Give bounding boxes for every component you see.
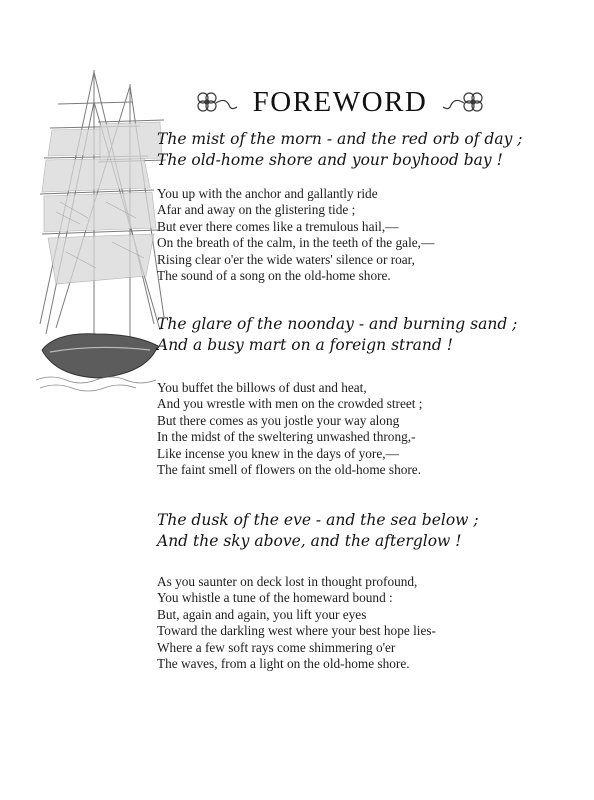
verse-line: But ever there comes like a tremulous hail,— [157, 218, 399, 234]
verse-line: You buffet the billows of dust and heat, [157, 380, 367, 395]
verse-line: The waves, from a light on the old-home shore. [157, 656, 410, 672]
verse-line: You whistle a tune of the homeward bound : [157, 590, 393, 606]
verse-line: The sound of a song on the old-home shore. [157, 268, 391, 284]
refrain-noon [157, 314, 557, 356]
verse-line: As you saunter on deck lost in thought profound, [157, 574, 418, 589]
refrain-line: And a busy mart on a foreign strand ! [157, 336, 453, 354]
verse-line: You up with the anchor and gallantly ride [157, 186, 378, 201]
refrain-line: The glare of the noonday - and burning sand ; [157, 315, 518, 333]
verse-line: The faint smell of flowers on the old-home shore. [157, 462, 422, 478]
refrain-line: The dusk of the eve - and the sea below ; [157, 511, 479, 529]
refrain-morning [157, 129, 557, 171]
verse-line: Rising clear o'er the wide waters' silence or roar, [157, 251, 415, 267]
verse-line: In the midst of the sweltering unwashed throng,- [157, 429, 416, 445]
verse-line: But, again and again, you lift your eyes [157, 606, 367, 622]
flower-flourish-icon [441, 89, 487, 115]
verse-line: Afar and away on the glistering tide ; [157, 202, 356, 218]
foreword-header [150, 84, 530, 120]
stanza-morning [157, 186, 557, 284]
verse-line: Like incense you knew in the days of yore,— [157, 445, 399, 461]
verse-line: But there comes as you jostle your way along [157, 412, 400, 428]
refrain-line: And the sky above, and the afterglow ! [157, 532, 462, 550]
refrain-line: The old-home shore and your boyhood bay ! [157, 151, 503, 169]
refrain-line: The mist of the morn - and the red orb of day ; [157, 130, 523, 148]
stanza-noon [157, 380, 557, 478]
flower-flourish-icon [193, 89, 239, 115]
verse-line: On the breath of the calm, in the teeth of the gale,— [157, 235, 435, 251]
verse-line: Where a few soft rays come shimmering o'er [157, 639, 396, 655]
stanza-evening [157, 574, 557, 672]
refrain-evening [157, 510, 557, 552]
page-title: FOREWORD [252, 85, 428, 118]
sailing-ship-illustration [36, 62, 166, 392]
verse-line: And you wrestle with men on the crowded street ; [157, 396, 423, 412]
verse-line: Toward the darkling west where your best hope lies- [157, 623, 436, 639]
